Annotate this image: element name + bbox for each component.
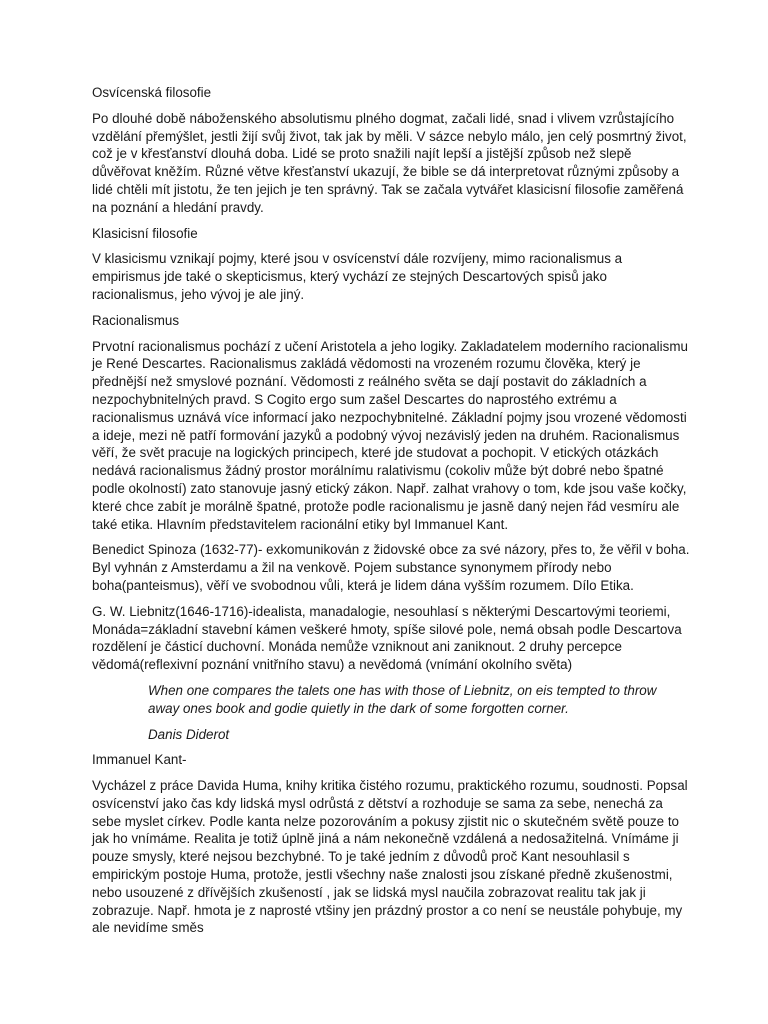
section-heading-osvicenska: Osvícenská filosofie xyxy=(92,85,212,100)
section-heading-kant: Immanuel Kant- xyxy=(92,752,187,768)
paragraph-osvicenska-intro: Po dlouhé době náboženského absolutismu plného dogmat, začali lidé, snad i vlivem vzrůstajícího vzdělání přemýšlet, jestli žijí svůj život, tak jak by měli. V sázce nebylo málo, jen celý posmrtný život, což je v křesťanství dlouhá doba. Lidé se proto snažili najít lepší a jistější způsob než slepě důvěřovat kněžím. Různé větve křesťanství ukazují, že bible se dá interpretovat různými způsoby a lidé chtěli mít jistotu, že ten jejich je ten správný. Tak se začala vytvářet klasicisní filosofie zaměřená na poznání a hledání pravdy. xyxy=(92,110,687,215)
quote-text: When one compares the talets one has with those of Liebnitz, on eis tempted to throw away ones book and godie quietly in the dark of some forgotten corner. xyxy=(148,682,657,716)
paragraph-racionalismus: Prvotní racionalismus pochází z učení Aristotela a jeho logiky. Zakladatelem moderního racionalismu je René Descartes. Racionalismus zakládá vědomosti na vrozeném rozumu člověka, který je přednější než smyslové poznání. Vědomosti z reálného světa se dají postavit do základních a nezpochybnitelných pravd. S Cogito ergo sum zašel Descartes do naprostého extrému a racionalismus uznává více informací jako nezpochybnitelné. Základní pojmy jsou vrozené vědomosti a ideje, mezi ně patří formování jazyků a podobný vývoj nezávislý jeden na druhém. Racionalismus věří, že svět pracuje na logických principech, které jde studovat a pochopit. V etických otázkách nedává racionalismus žádný prostor morálnímu ralativismu (cokoliv může být dobré nebo špatné podle okolností) zato stanovuje jasný etický zákon. Např. zalhat vrahovy o tom, kde jsou vaše kočky, které chce zabít je morálně špatné, protože podle racionalismu je jasně daný nejen řád vesmíru ale také etika. Hlavním představitelem racionální etiky byl Immanuel Kant. xyxy=(92,338,688,532)
section-heading-racionalismus: Racionalismus xyxy=(92,312,180,328)
paragraph-liebnitz: G. W. Liebnitz(1646-1716)-idealista, manadalogie, nesouhlasí s některými Descartovými teoriemi, Monáda=základní stavební kámen veškeré hmoty, spíše silové pole, nemá obsah podle Descartova rozdělení je částicí duchovní. Monáda nemůže vzniknout ani zaniknout. 2 druhy percepce vědomá(reflexivní poznání vnitřního stavu) a nevědomá (vnímání okolního světa) xyxy=(92,603,682,673)
paragraph-kant: Vycházel z práce Davida Huma, knihy kritika čistého rozumu, praktického rozumu, soudnosti. Popsal osvícenství jako čas kdy lidská mysl odrůstá z dětství a rozhoduje se sama za sebe, nenechá za sebe myslet církev. Podle kanta nelze pozorováním a pokusy zjistit nic o skutečném světě pouze to jak ho vnímáme. Realita je totiž úplně jiná a nám nekonečně vzdálená a nedosažitelná. Vnímáme ji pouze smysly, které nejsou bezchybné. To je také jedním z důvodů proč Kant nesouhlasil s empirickým postoje Huma, protože, jestli všechny naše znalosti jsou získané předně zkušenostmi, nebo usouzené z dřívějších zkušeností , jak se lidská mysl naučila zobrazovat realitu tak jak ji zobrazuje. Např. hmota je z naprosté vtšiny jen prázdný prostor a co není se neustále pohybuje, my ale nevidíme směs xyxy=(92,778,688,936)
section-heading-klasicisni: Klasicisní filosofie xyxy=(92,225,198,241)
paragraph-klasicisni: V klasicismu vznikají pojmy, které jsou v osvícenství dále rozvíjeny, mimo racionalismus a empirismus jde také o skepticismus, který vychází ze stejných Descartových spisů jako racionalismus, jeho vývoj je ale jiný. xyxy=(92,251,623,302)
quote-author: Danis Diderot xyxy=(148,726,230,742)
paragraph-spinoza: Benedict Spinoza (1632-77)- exkomunikován z židovské obce za své názory, přes to, že věřil v boha. Byl vyhnán z Amsterdamu a žil na venkově. Pojem substance synonymem přírody nebo boha(panteismus), věří ve svobodnou vůli, která je lidem dána vyšším rozumem. Dílo Etika. xyxy=(92,542,690,593)
document-page xyxy=(92,84,692,945)
